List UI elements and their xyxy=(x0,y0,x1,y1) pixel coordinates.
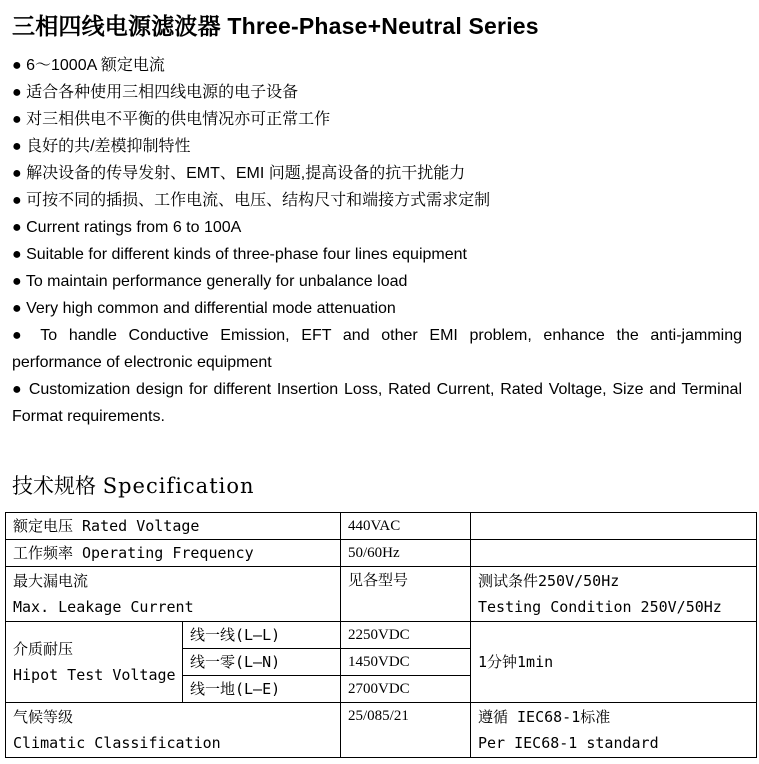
hipot-label xyxy=(6,622,183,703)
leakage-current-note xyxy=(471,567,757,622)
list-item: ● Customization design for different Insertion Loss, Rated Current, Rated Voltage, Size and Terminal Format requirements. xyxy=(12,381,742,425)
list-item: ● 对三相供电不平衡的供电情况亦可正常工作 xyxy=(12,111,331,128)
hipot-sub-value: 1450VDC xyxy=(341,649,471,676)
leakage-current-note-en: Testing Condition 250V/50Hz xyxy=(478,598,722,616)
leakage-current-label-cn: 最大漏电流 xyxy=(13,572,89,590)
hipot-sub-value: 2700VDC xyxy=(341,676,471,703)
hipot-sub-label: 线一零(L—N) xyxy=(183,649,341,676)
table-row xyxy=(6,513,757,540)
list-item: ● 解决设备的传导发射、EMT、EMI 问题,提高设备的抗干扰能力 xyxy=(12,165,466,182)
operating-frequency-value: 50/60Hz xyxy=(341,540,471,567)
leakage-current-label-en: Max. Leakage Current xyxy=(13,598,194,616)
climatic-label xyxy=(6,703,341,758)
hipot-label-cn: 介质耐压 xyxy=(13,640,74,658)
rated-voltage-value: 440VAC xyxy=(341,513,471,540)
table-row xyxy=(6,622,757,649)
list-item: ● To maintain performance generally for unbalance load xyxy=(12,273,408,290)
table-row xyxy=(6,567,757,622)
table-row xyxy=(6,540,757,567)
list-item: ● 可按不同的插损、工作电流、电压、结构尺寸和端接方式需求定制 xyxy=(12,192,491,209)
page-title: 三相四线电源滤波器 Three-Phase+Neutral Series xyxy=(12,13,539,39)
climatic-note-cn: 遵循 IEC68-1标准 xyxy=(478,708,611,726)
hipot-note: 1分钟1min xyxy=(471,622,757,703)
feature-list xyxy=(12,52,742,430)
climatic-note xyxy=(471,703,757,758)
leakage-current-note-cn: 测试条件250V/50Hz xyxy=(478,572,620,590)
section-heading-cn: 技术规格 xyxy=(12,474,96,498)
section-heading xyxy=(12,470,255,500)
list-item: ● 6～1000A 额定电流 xyxy=(12,57,165,74)
climatic-value: 25/085/21 xyxy=(341,703,471,758)
rated-voltage-label: 额定电压 Rated Voltage xyxy=(6,513,341,540)
leakage-current-label xyxy=(6,567,341,622)
hipot-sub-label: 线一地(L—E) xyxy=(183,676,341,703)
list-item: ● Very high common and differential mode attenuation xyxy=(12,300,396,317)
hipot-sub-value: 2250VDC xyxy=(341,622,471,649)
leakage-current-value: 见各型号 xyxy=(341,567,471,622)
spec-table xyxy=(5,512,757,758)
hipot-sub-label: 线一线(L—L) xyxy=(183,622,341,649)
operating-frequency-label: 工作频率 Operating Frequency xyxy=(6,540,341,567)
rated-voltage-note xyxy=(471,513,757,540)
section-heading-en: Specification xyxy=(102,474,255,498)
climatic-label-cn: 气候等级 xyxy=(13,708,74,726)
climatic-note-en: Per IEC68-1 standard xyxy=(478,734,659,752)
table-row xyxy=(6,703,757,758)
list-item: ● Suitable for different kinds of three-phase four lines equipment xyxy=(12,246,467,263)
list-item: ● 良好的共/差模抑制特性 xyxy=(12,138,191,155)
list-item: ● Current ratings from 6 to 100A xyxy=(12,219,242,236)
hipot-label-en: Hipot Test Voltage xyxy=(13,666,176,684)
climatic-label-en: Climatic Classification xyxy=(13,734,221,752)
operating-frequency-note xyxy=(471,540,757,567)
list-item: ● 适合各种使用三相四线电源的电子设备 xyxy=(12,84,299,101)
list-item: ● To handle Conductive Emission, EFT and other EMI problem, enhance the anti-jamming performance of electronic equipment xyxy=(12,327,742,371)
